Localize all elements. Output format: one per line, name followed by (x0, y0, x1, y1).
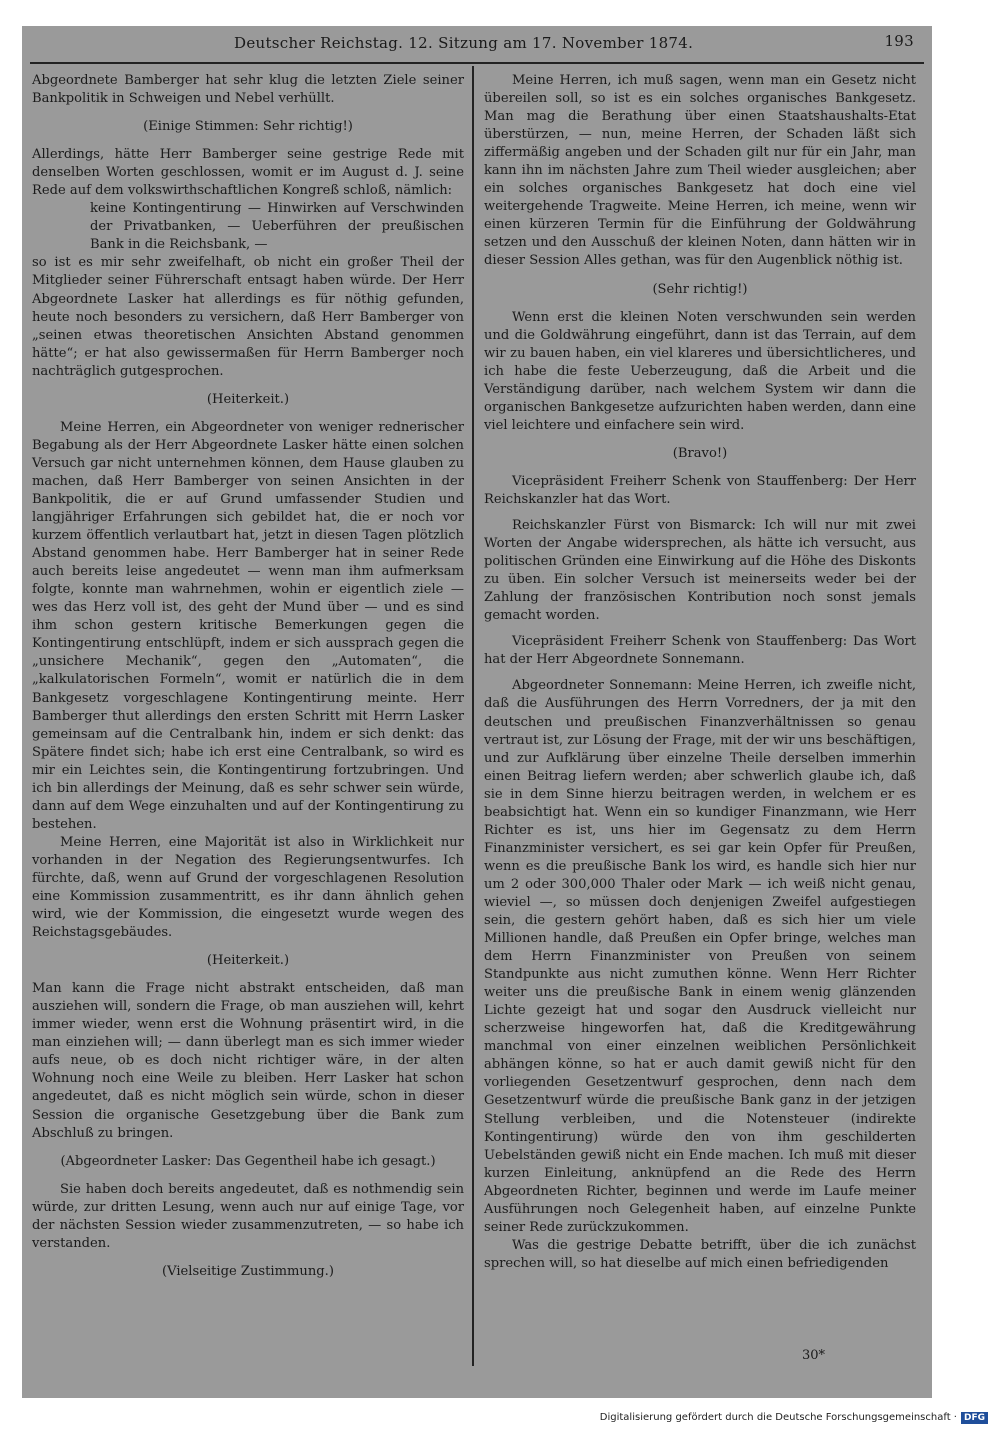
paragraph: Sie haben doch bereits angedeutet, daß es nothmendig sein würde, zur dritten Lesung, wenn auch nur auf einige Tage, vor der nächsten Session wieder zusammenzutreten, — so habe ich verstanden. (32, 1181, 464, 1251)
footer-text: Digitalisierung gefördert durch die Deutsche Forschungsgemeinschaft · (599, 1412, 957, 1423)
interjection: (Abgeordneter Lasker: Das Gegentheil habe ich gesagt.) (60, 1153, 436, 1169)
paragraph: Meine Herren, eine Majorität ist also in Wirklichkeit nur vorhanden in der Negation des Regierungsentwurfes. Ich fürchte, daß, wenn auf Grund der vorgeschlagenen Resolution eine Kommission zusammentritt, es ihr dann ähnlich gehen wird, wie der Kommission, die eingesetzt wurde wegen des Reichstagsgebäudes. (32, 834, 464, 941)
left-column (32, 72, 464, 1291)
page-header (22, 30, 932, 56)
paragraph: Allerdings, hätte Herr Bamberger seine gestrige Rede mit denselben Worten geschlossen, womit er im August d. J. seine Rede auf dem volkswirthschaftlichen Kongreß schloß, nämlich: (32, 147, 464, 199)
interjection: (Vielseitige Zustimmung.) (162, 1263, 334, 1279)
running-title: Deutscher Reichstag. 12. Sitzung am 17. November 1874. (234, 34, 694, 52)
footer-credit (600, 1412, 988, 1424)
page-number: 193 (884, 32, 914, 50)
paragraph: keine Kontingentirung — Hinwirken auf Verschwinden der Privatbanken, — Ueberführen der preußischen Bank in die Reichsbank, — (90, 201, 464, 253)
paragraph: Man kann die Frage nicht abstrakt entscheiden, daß man ausziehen will, sondern die Frage, ob man ausziehen will, kehrt immer wieder, wenn erst die Wohnung präsentirt wird, in die man einziehen will; — dann überlegt man es sich immer wieder aufs neue, ob es doch nicht richtiger wäre, in der alten Wohnung noch eine Weile zu bleiben. Herr Lasker hat schon angedeutet, daß es nicht möglich sein würde, schon in dieser Session die organische Gesetzgebung über die Bank zum Abschluß zu bringen. (32, 981, 464, 1141)
signature-mark: 30* (802, 1348, 826, 1363)
paragraph: Reichskanzler Fürst von Bismarck: Ich will nur mit zwei Worten der Angabe widersprechen, als hätte ich versucht, aus politischen Gründen eine Einwirkung auf die Höhe des Diskonts zu üben. Ein solcher Versuch ist meinerseits weder bei der Zahlung der französischen Kontribution noch sonst jemals gemacht worden. (484, 518, 916, 624)
paragraph: Meine Herren, ein Abgeordneter von weniger rednerischer Begabung als der Herr Abgeordnete Lasker hätte einen solchen Versuch gar nicht unternehmen können, dem Hause glauben zu machen, daß Herr Bamberger von seinen Ansichten in der Bankpolitik, die er auf Grund umfassender Studien und langjähriger Erfahrungen sich gebildet hat, die er noch vor kurzem öffentlich verlautbart hat, jetzt in diesen Tagen plötzlich Abstand genommen habe. Herr Bamberger hat in seiner Rede auch bereits leise angedeutet — wenn man ihm aufmerksam folgte, konnte man wahrnehmen, wohin er eigentlich ziele — wes das Herz voll ist, des geht der Mund über — und es sind ihm schon gestern kritische Bemerkungen gegen die Kontingentirung entschlüpft, indem er sich aussprach gegen die „unsichere Mechanik“, gegen den „Automaten“, die „kalkulatorischen Formeln“, womit er natürlich die in dem Bankgesetz vorgeschlagene Kontingentirung meinte. Herr Bamberger thut allerdings den ersten Schritt mit Herrn Lasker gemeinsam auf die Centralbank hin, indem er sich denkt: das Spätere findet sich; habe ich erst eine Centralbank, so wird es mir ein Leichtes sein, die Kontingentirung fortzubringen. Und ich bin allerdings der Meinung, daß es sehr schwer sein würde, dann auf dem Wege einzuhalten und auf der Kontingentirung zu bestehen. (32, 419, 464, 832)
paragraph: Abgeordneter Sonnemann: Meine Herren, ich zweifle nicht, daß die Ausführungen des Herrn Vorredners, der ja mit den deutschen und preußischen Finanzverhältnissen so genau vertraut ist, zur Lösung der Frage, mit der wir uns beschäftigen, und zur Aufklärung über einzelne Theile derselben immerhin einen Beitrag liefern werden; aber schwerlich glaube ich, daß sie in dem Sinne hierzu beitragen werden, in welchem er es beabsichtigt hat. Wenn ein so kundiger Finanzmann, wie Herr Richter es ist, uns hier im Gegensatz zu dem Herrn Finanzminister versichert, es sei gar kein Opfer für Preußen, wenn es die preußische Bank los wird, es handle sich hier nur um 2 oder 300,000 Thaler oder Mark — ich weiß nicht genau, wieviel —, so müssen doch denjenigen Zweifel aufgestiegen sein, die gestern gehört haben, daß es sich hier um viele Millionen handle, daß Preußen ein Opfer bringe, welches man dem Herrn Finanzminister von Preußen von seinem Standpunkte aus nicht zumuthen könne. Wenn Herr Richter weiter uns die preußische Bank in einem wenig glänzenden Lichte gezeigt hat und sogar den Ausdruck vielleicht nur scherzweise hingeworfen hat, daß die Kreditgewährung manchmal von einer einzelnen weiblichen Persönlichkeit abhängen könne, so hat er auch damit gewiß nicht für den vorliegenden Gesetzentwurf gesprochen, denn nach dem Gesetzentwurf würde die preußische Bank ganz in der jetzigen Stellung verbleiben, und die Notensteuer (indirekte Kontingentirung) würde den von ihm geschilderten Uebelständen gewiß nicht ein Ende machen. Ich muß mit dieser kurzen Einleitung, anknüpfend an die Rede des Herrn Abgeordneten Richter, beginnen und werde im Laufe meiner Ausführungen noch Gelegenheit haben, auf einzelne Punkte seiner Rede zurückzukommen. (484, 678, 916, 1235)
paragraph: so ist es mir sehr zweifelhaft, ob nicht ein großer Theil der Mitglieder seiner Führerschaft entsagt haben würde. Der Herr Abgeordnete Lasker hat allerdings es für nöthig gefunden, heute noch besonders zu versichern, daß Herr Bamberger von „seinen etwas theoretischen Ansichten Abstand genommen hätte“; er hat also gewissermaßen für Herrn Bamberger noch nachträglich gutgesprochen. (32, 255, 464, 379)
paragraph: Abgeordnete Bamberger hat sehr klug die letzten Ziele seiner Bankpolitik in Schweigen und Nebel verhüllt. (32, 73, 464, 107)
paragraph: Was die gestrige Debatte betrifft, über die ich zunächst sprechen will, so hat dieselbe auf mich einen befriedigenden (484, 1237, 916, 1271)
paragraph: Meine Herren, ich muß sagen, wenn man ein Gesetz nicht übereilen soll, so ist es ein solches organisches Bankgesetz. Man mag die Berathung über einen Staatshaushalts-Etat überstürzen, — nun, meine Herren, der Schaden läßt sich ziffermäßig angeben und der Schaden gilt nur für ein Jahr, man kann ihn im nächsten Jahre zum Theil wieder ausgleichen; aber ein solches organisches Bankgesetz hat doch eine viel weitergehende Tragweite. Meine Herren, ich meine, wenn wir einen kürzeren Termin für die Einführung der Goldwährung setzen und den Ausschuß der kleinen Noten, dann hätten wir in dieser Session Alles gethan, was für den Augenblick nöthig ist. (484, 73, 916, 269)
right-column (484, 72, 916, 1273)
dfg-logo: DFG (961, 1412, 988, 1424)
interjection: (Bravo!) (672, 445, 728, 461)
interjection: (Einige Stimmen: Sehr richtig!) (143, 119, 353, 135)
header-rule (30, 62, 924, 64)
scanned-page (22, 26, 932, 1398)
paragraph: Wenn erst die kleinen Noten verschwunden sein werden und die Goldwährung eingeführt, dann ist das Terrain, auf dem wir zu bauen haben, ein viel klareres und übersichtlicheres, und ich habe die feste Ueberzeugung, daß die Arbeit und die Verständigung darüber, nach welchem System wir dann die organischen Bankgesetze aufzurichten haben werden, dann eine viel leichtere und einfachere sein wird. (484, 309, 916, 433)
paragraph: Vicepräsident Freiherr Schenk von Stauffenberg: Das Wort hat der Herr Abgeordnete Sonnemann. (484, 634, 916, 668)
interjection: (Heiterkeit.) (206, 953, 290, 969)
interjection: (Sehr richtig!) (652, 281, 748, 297)
paragraph: Vicepräsident Freiherr Schenk von Stauffenberg: Der Herr Reichskanzler hat das Wort. (484, 473, 916, 507)
column-divider (472, 66, 474, 1366)
interjection: (Heiterkeit.) (206, 391, 290, 407)
